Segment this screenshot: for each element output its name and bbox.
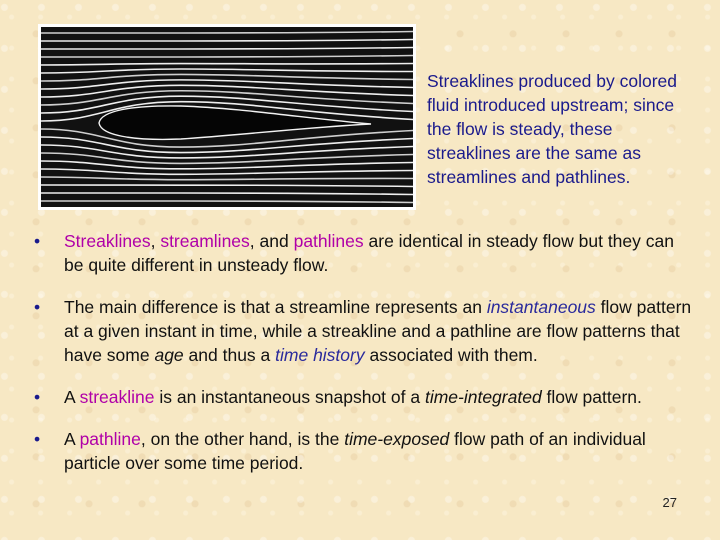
bullet-text: and thus a <box>183 345 276 365</box>
bullet-text: is an instantaneous snapshot of a <box>154 387 425 407</box>
bullet-term: time history <box>275 345 365 365</box>
bullet-text: associated with them. <box>364 345 538 365</box>
bullet-text: flow pattern at a given instant in time, while a streakline and a pathline are flow patterns that have some <box>64 297 692 365</box>
bullet-marker: • <box>34 387 41 407</box>
bullet-term: pathline <box>79 429 141 449</box>
bullet-text: flow path of an individual particle over some time period. <box>64 429 646 473</box>
figure-caption: Streaklines produced by colored fluid introduced upstream; since the flow is steady, these streaklines are the same as streamlines and pathlines. <box>427 71 678 187</box>
bullet-text: , <box>150 231 161 251</box>
bullet-item <box>34 295 694 367</box>
bullet-list <box>34 229 694 493</box>
bullet-text: flow pattern. <box>541 387 642 407</box>
bullet-item <box>34 427 694 475</box>
bullet-term: streakline <box>79 387 155 407</box>
bullet-text: The main difference is that a streamline represents an <box>64 297 487 317</box>
bullet-marker: • <box>34 231 41 251</box>
bullet-term: instantaneous <box>486 297 596 317</box>
page-number: 27 <box>662 495 677 510</box>
bullet-term: time-exposed <box>344 429 450 449</box>
bullet-text: are identical in steady flow but they can be quite different in unsteady flow. <box>64 231 674 275</box>
streaklines-image <box>41 27 413 207</box>
streaklines-photo <box>38 24 416 210</box>
bullet-marker: • <box>34 429 41 449</box>
bullet-text: , on the other hand, is the <box>140 429 345 449</box>
bullet-term: pathlines <box>293 231 364 251</box>
bullet-term: age <box>154 345 184 365</box>
bullet-term: streamlines <box>160 231 250 251</box>
bullet-text: , and <box>249 231 294 251</box>
bullet-term: time-integrated <box>424 387 542 407</box>
bullet-text: A <box>64 429 80 449</box>
bullet-item <box>34 229 694 277</box>
bullet-term: Streaklines <box>64 231 151 251</box>
bullet-text: A <box>64 387 80 407</box>
bullet-marker: • <box>34 297 41 317</box>
bullet-item <box>34 385 694 409</box>
